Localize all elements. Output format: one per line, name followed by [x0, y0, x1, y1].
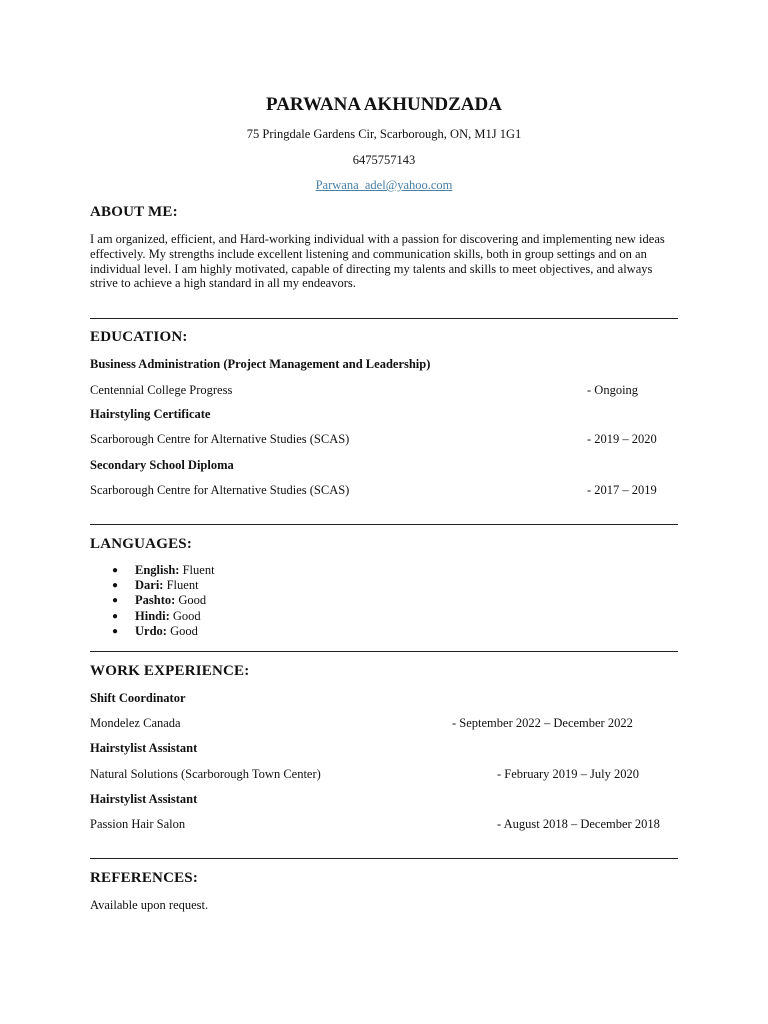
- education-dates: - 2019 – 2020: [587, 432, 657, 446]
- bullet-icon: ●: [112, 595, 119, 607]
- references-text: Available upon request.: [90, 898, 209, 912]
- resume-name: PARWANA AKHUNDZADA: [266, 94, 502, 115]
- job-title: Hairstylist Assistant: [90, 792, 198, 806]
- job-dates: - August 2018 – December 2018: [497, 817, 660, 831]
- list-item: [90, 624, 215, 639]
- bullet-icon: ●: [112, 580, 119, 592]
- job-dates: - February 2019 – July 2020: [497, 767, 639, 781]
- job-company: Passion Hair Salon: [90, 817, 186, 831]
- about-line: I am organized, efficient, and Hard-working individual with a passion for discovering and implementing new ideas: [90, 232, 665, 246]
- education-school: Scarborough Centre for Alternative Studies (SCAS): [90, 432, 350, 446]
- list-item: [90, 593, 215, 608]
- bullet-icon: ●: [112, 565, 119, 576]
- language-name: English:: [135, 563, 180, 577]
- language-level: Fluent: [182, 563, 215, 577]
- list-item: [90, 609, 215, 624]
- about-heading: ABOUT ME:: [90, 204, 178, 220]
- list-item: [90, 578, 215, 593]
- bullet-icon: ●: [112, 610, 119, 622]
- education-title: Secondary School Diploma: [90, 458, 234, 472]
- job-title: Hairstylist Assistant: [90, 741, 198, 755]
- phone-number: 6475757143: [352, 153, 416, 167]
- email-row: [0, 178, 768, 193]
- list-item: [90, 563, 215, 578]
- education-heading: EDUCATION:: [90, 329, 188, 345]
- email-link[interactable]: Parwana_adel@yahoo.com: [315, 178, 453, 192]
- job-dates: - September 2022 – December 2022: [452, 716, 633, 730]
- section-divider: [90, 651, 678, 652]
- language-level: Good: [172, 608, 201, 623]
- about-line: strive to achieve a high standard in all my endeavors.: [90, 276, 356, 291]
- languages-heading: LANGUAGES:: [90, 536, 193, 552]
- language-name: Hindi:: [135, 608, 170, 623]
- education-dates: - Ongoing: [587, 383, 639, 397]
- language-name: Dari:: [135, 578, 164, 593]
- about-paragraph: [90, 232, 680, 291]
- education-dates: - 2017 – 2019: [587, 483, 657, 497]
- section-divider: [90, 858, 678, 859]
- language-level: Good: [170, 623, 198, 638]
- language-level: Fluent: [166, 578, 199, 593]
- address: 75 Pringdale Gardens Cir, Scarborough, ON, M1J 1G1: [246, 127, 522, 141]
- language-name: Pashto:: [135, 593, 176, 608]
- language-level: Good: [178, 593, 207, 608]
- job-company: Mondelez Canada: [90, 716, 181, 730]
- job-title: Shift Coordinator: [90, 691, 186, 705]
- job-company: Natural Solutions (Scarborough Town Center): [90, 767, 321, 781]
- education-school: Centennial College Progress: [90, 383, 233, 397]
- about-line: individual level. I am highly motivated, capable of directing my talents and skills to meet objectives, and always: [90, 261, 653, 276]
- section-divider: [90, 524, 678, 525]
- about-line: effectively. My strengths include excellent listening and communication skills, both in group settings and on an: [90, 246, 647, 261]
- education-title: Hairstyling Certificate: [90, 407, 211, 421]
- bullet-icon: ●: [112, 625, 119, 637]
- education-school: Scarborough Centre for Alternative Studies (SCAS): [90, 483, 350, 497]
- languages-list: [90, 563, 215, 639]
- language-name: Urdo:: [135, 623, 167, 638]
- work-heading: WORK EXPERIENCE:: [90, 663, 250, 679]
- section-divider: [90, 318, 678, 319]
- education-title: Business Administration (Project Management and Leadership): [90, 357, 431, 371]
- references-heading: REFERENCES:: [90, 870, 199, 886]
